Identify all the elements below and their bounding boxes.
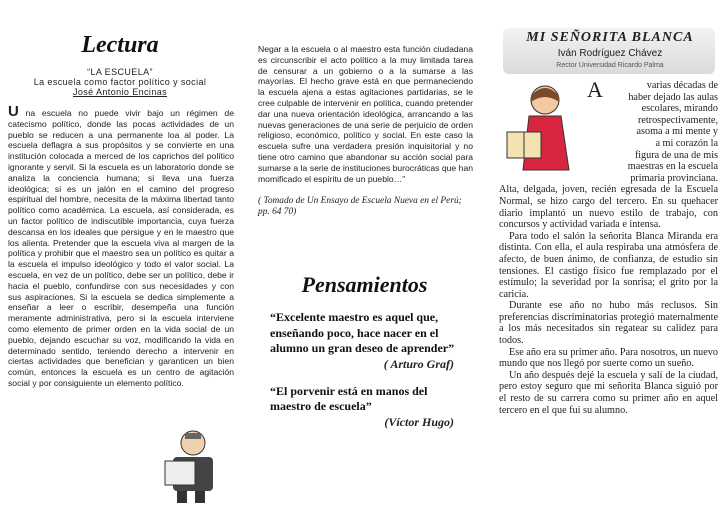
story-paragraph-1: Alta, delgada, joven, recién egresada de la Escuela Normal, se hizo cargo del tercero. En su quehacer diario implantó un nuevo estilo de trabajo, con concursos y actividad variada e intensa. xyxy=(499,184,718,231)
lectura-dropcap: U xyxy=(8,103,19,120)
story-dropcap: A xyxy=(587,77,603,102)
lectura-source: La escuela como factor político y social xyxy=(33,77,207,87)
reader-illustration xyxy=(163,425,233,505)
quotes-panel xyxy=(270,310,460,430)
story-paragraph-3: Durante ese año no hubo más reclusos. Sin preferencias discriminatorias protegió maternalmente a los más necesitados sin regatear su calidez para todos. xyxy=(499,300,718,347)
story-opening: A varias décadas de haber dejado las aulas escolares, mirando retrospectivamente, asoma a mi mente y a mi corazón la figura de una de mis maestras en la escuela primaria provinciana. xyxy=(587,77,718,184)
lectura-panel xyxy=(0,0,240,515)
continuation-panel xyxy=(244,0,485,515)
continuation-body: Negar a la escuela o al maestro esta función ciudadana es circunscribir el acto político a la muy limitada tarea de censurar a un gobierno o a la sumarse a las mayorías. El hecho grave está en que permaneciendo la escuela ajena a estas agitaciones partidarias, se le cree culpable de intervenir en política, cuando pretender dar una nueva orientación ideológica, arrancando a las nuevas generaciones de una serie de perjuicio de orden religioso, económico, político y social. En este caso la escuela sufre una verdadera presión inquisitorial y no tiene otro camino que abandonar su acción social para sumarse a la serie de instituciones burocráticas que han momificado el espíritu de un pueblo…” xyxy=(258,44,473,184)
story-paragraph-4: Ese año era su primer año. Para nosotros, un nuevo mundo que nos llegó por suerte como un sueño. xyxy=(499,346,718,370)
quote-hugo: “El porvenir está en manos del maestro de escuela” xyxy=(270,383,428,413)
quote-hugo-author: (Víctor Hugo) xyxy=(384,414,454,429)
story-paragraph-5: Un año después dejé la escuela y salí de la ciudad, pero estoy seguro que mi señorita Blanca siguió por el resto de su carrera como su primer año en aquel tercero en el que fui su alumno. xyxy=(499,369,718,416)
story-affiliation: Rector Universidad Ricardo Palma xyxy=(556,62,664,69)
lectura-title: Lectura xyxy=(81,32,159,58)
story-author: Iván Rodríguez Chávez xyxy=(557,48,663,59)
story-panel xyxy=(489,0,728,515)
lectura-subtitle: “LA ESCUELA” xyxy=(87,67,153,77)
continuation-citation: ( Tomado de Un Ensayo de Escuela Nueva en el Perú; pp. 64 70) xyxy=(258,196,462,218)
quote-graf-author: ( Arturo Graf) xyxy=(383,356,454,371)
story-paragraph-2: Para todo el salón la señorita Blanca Miranda era distinta. Con ella, el aula respiraba una atmósfera de afecto, de buen ánimo, de confianza, de estudio sin tensiones. El castigo físico fue remplazado por el estímulo; la severidad por la sonrisa; el grito por la caricia. xyxy=(499,230,718,300)
pensamientos-title: Pensamientos xyxy=(301,272,428,297)
story-title: MI SEÑORITA BLANCA xyxy=(526,30,694,45)
lectura-author: José Antonio Encinas xyxy=(72,87,168,97)
quote-graf: “Excelente maestro es aquel que, enseñando poco, hace nacer en el alumno un gran deseo de aprender” xyxy=(270,310,455,355)
lectura-body: U na escuela no puede vivir bajo un régimen de catecismo político, donde las pocas actividades de un pueblo se reducen a una permanente loa al poder. La escuela deflagra a sus propósitos y se convierte en una institución colocada a merced de los caprichos del político ignorante y servil. Si la escuela es un laboratorio donde se analiza la conciencia humana; si lleva una fuerza ideológica; si es un jalón en el camino del progreso espiritual del hombre, necesita de la máxima libertad tanto político como académica. La escuela, así considerada, es un factor político de indiscutible importancia, cuya fuerza descansa en los ideales que persigue y en le maestro que los alienta. Pretender que la escuela viva al margen de la política y prohibir que el maestro sea un político es quitar a la escuela el impulso ideológico y todo el valor social. La escuela, en vez de un político, debe ser un político, debe ir hacia el pueblo, confundirse con sus necesidades y con sus aspiraciones. Si la escuela se dedica simplemente a enseñar a leer o escribir, desempeña una función meramente administrativa, pero si la escuela interviene como elemento de primer orden en la vida social de un pueblo, dejando escuchar su voz, modificando la vida en determinado sentido, teniendo derecho a intervenir en ciertas actividades que benefician y garanticen un bien común, entonces la escuela es un centro de agitación social y por consiguiente un elemento político. xyxy=(8,103,234,388)
